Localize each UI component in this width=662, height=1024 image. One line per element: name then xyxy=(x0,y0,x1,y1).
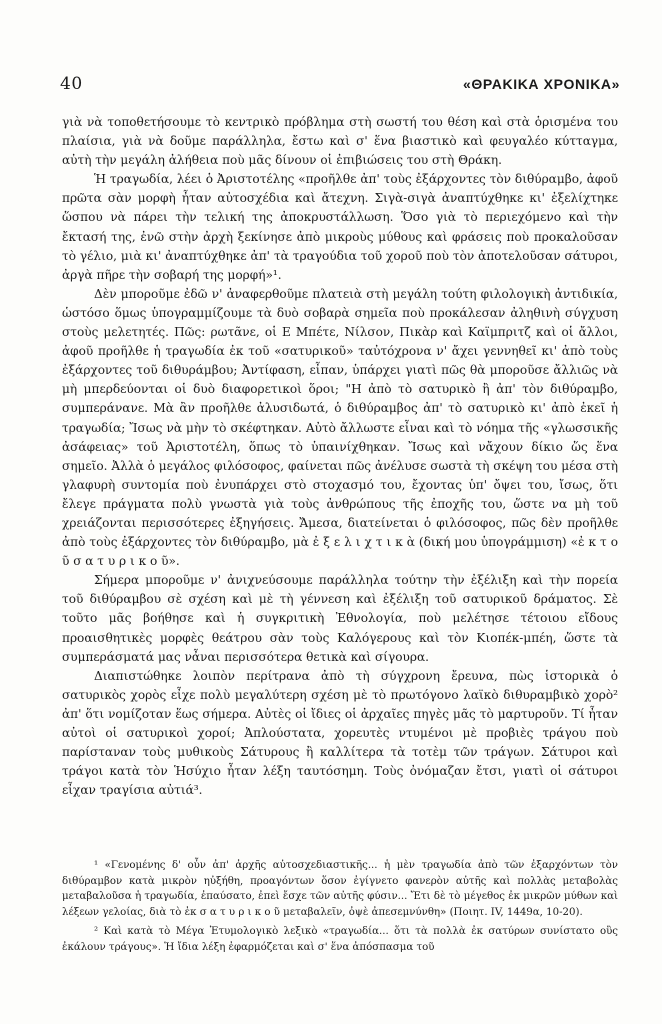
body-paragraph: Διαπιστώθηκε λοιπὸν περίτρανα ἀπὸ τὴ σύγχρονη ἔρευνα, πὼς ἱστορικὰ ὁ σατυρικὸς χορὸς εἶχε πολὺ μεγαλύτερη σχέση μὲ τὸ πρωτόγονο λαϊκὸ διθυραμβικὸ χορὸ² ἀπ' ὅτι νομίζοταν ἕως σήμερα. Αὐτὲς οἱ ἴδιες οἱ ἀρχαῖες πηγὲς μᾶς τὸ μαρτυροῦν. Τί ἦταν αὐτοὶ οἱ σατυρικοὶ χοροί; Ἀπλούστατα, χορευτὲς ντυμένοι μὲ προβιὲς τράγου ποὺ παρίσταναν τοὺς μυθικοὺς Σάτυρους ἢ καλλίτερα τὰ τοτὲμ τῶν τράγων. Σάτυροι καὶ τράγοι κατὰ τὸν Ἡσύχιο ἦταν λέξη ταυτόσημη. Τοὺς ὀνόμαζαν ἔτσι, γιατὶ οἱ σάτυροι εἶχαν τραγίσια αὐτιά³. xyxy=(62,668,618,798)
body-paragraph: Δὲν μποροῦμε ἐδῶ ν' ἀναφερθοῦμε πλατειὰ στὴ μεγάλη τούτη φιλολογικὴ ἀντιδικία, ὡστόσο ὅμως ὑπογραμμίζουμε τὰ δυὸ σοβαρὰ σημεῖα ποὺ προκάλεσαν ἀληθινὴ σύγχυση στοὺς μελετητές. Πῶς: ρωτᾶνε, οἱ Ε Μπέτε, Νίλσον, Πικὰρ καὶ Καϊμπριτζ καὶ οἱ ἄλλοι, ἀφοῦ προῆλθε ἡ τραγωδία ἐκ τοῦ «σατυρικοῦ» ταὐτόχρονα ν' ἄχει γεννηθεῖ κι' ἀπὸ τοὺς ἐξάρχοντες τοῦ διθυράμβου; Ἀντίφαση, εἶπαν, ὑπάρχει γιατὶ πῶς θὰ μποροῦσε ἄλλιῶς νὰ μὴ μπερδεύονται οἱ δυὸ διαφορετικοὶ ὅροι; "Η ἀπὸ τὸ σατυρικὸ ἢ ἀπ' τὸν διθύραμβο, συμπεράνανε. Μὰ ἂν προῆλθε ἀλυσιδωτά, ὁ διθύραμβος ἀπ' τὸ σατυρικὸ κι' ἀπὸ ἐκεῖ ἡ τραγωδία; Ἴσως νὰ μὴν τὸ σκέφτηκαν. Αὐτὸ ἄλλωστε εἶναι καὶ τὸ νόημα τῆς «γλωσσικῆς ἀσάφειας» τοῦ Ἀριστοτέλη, ὅπως τὸ ὑπαινίχθηκαν. Ἴσως καὶ νἄχουν δίκιο ὥς ἕνα σημεῖο. Ἀλλὰ ὁ μεγάλος φιλόσοφος, φαίνεται πῶς ἀνέλυσε σωστὰ τὴ σκέψη του μέσα στὴ γλαφυρὴ συντομία ποὺ ἐνυπάρχει στὸ στοχασμό του, ἔχοντας ὑπ' ὄψει του, ἴσως, ὅτι ἔλεγε πράγματα πολὺ γνωστὰ γιὰ τοὺς ἀνθρώπους τῆς ἐποχῆς του, ὥστε να μὴ τοῦ χρειάζονται περισσότερες ἐξηγήσεις. Ἄμεσα, διατείνεται ὁ φιλόσοφος, πῶς δὲν προῆλθε ἀπὸ τοὺς ἐξάρχοντες τὸν διθύραμβο, μὰ ἐ ξ ε λ ι χ τ ι κ ὰ (δική μου ὑπογράμμιση) «ἐ κ τ ο ῦ σ α τ υ ρ ι κ ο ῦ». xyxy=(62,286,618,569)
body-paragraph: Σήμερα μποροῦμε ν' ἀνιχνεύσουμε παράλληλα τούτην τὴν ἐξέλιξη καὶ τὴν πορεία τοῦ διθύραμβου σὲ σχέση καὶ μὲ τὴ γέννεση καὶ ἐξέλιξη τοῦ σατυρικοῦ δράματος. Σὲ τοῦτο μᾶς βοήθησε καὶ ἡ συγκριτικὴ Ἐθνολογία, ποὺ μελέτησε τέτοιου εἴδους προαισθητικὲς μορφὲς θεάτρου σὰν τοὺς Καλόγερους καὶ τὸν Κιοπέκ-μπέη, ὥστε τὰ συμπεράσματά μας νἆναι περισσότερα θετικὰ καὶ σίγουρα. xyxy=(62,573,618,664)
body-paragraph: γιὰ νὰ τοποθετήσουμε τὸ κεντρικὸ πρόβλημα στὴ σωστή του θέση καὶ στὰ ὁρισμένα του πλαίσια, γιὰ νὰ δοῦμε παράλληλα, ἔστω καὶ σ' ἕνα βιαστικὸ καὶ φευγαλέο κύτταγμα, αὐτὴ τὴν μεγάλη ἀλήθεια ποὺ μᾶς δίνουν οἱ ἐπιβιώσεις του στὴ Θράκη. xyxy=(62,115,618,168)
footnote: ¹ «Γενομένης δ' οὖν ἀπ' ἀρχῆς αὐτοσχεδιαστικῆς... ἡ μὲν τραγωδία ἀπὸ τῶν ἐξαρχόντων τὸν διθύραμβον κατὰ μικρὸν ηὐξήθη, προαγόντων ὅσον ἐγίγνετο φανερὸν αὐτῆς καὶ πολλὰς μεταβολὰς μεταβαλοῦσα ἡ τραγωδία, ἐπαύσατο, ἐπεὶ ἔσχε τῶν αὐτῆς φύσιν... Ἔτι δὲ τὸ μέγεθος ἐκ μικρῶν μύθων καὶ λέξεων γελοίας, διὰ τὸ ἐκ σ α τ υ ρ ι κ ο ῦ μεταβαλεῖν, ὀψὲ ἀπεσεμνύνθη» (Ποιητ. IV, 1449α, 10-20). xyxy=(62,860,618,918)
body-paragraph: Ἡ τραγωδία, λέει ὁ Ἀριστοτέλης «προῆλθε ἀπ' τοὺς ἐξάρχοντες τὸν διθύραμβο, ἀφοῦ πρῶτα σὰν μορφὴ ἦταν αὐτοσχέδια καὶ ἄτεχνη. Σιγὰ-σιγὰ ἀναπτύχθηκε κι' ἐξελίχτηκε ὥσπου νὰ πάρει τὴν τελική της ἀποκρυστάλλωση. Ὅσο γιὰ τὸ περιεχόμενο καὶ τὴν ἔκτασή της, ἐνῶ στὴν ἀρχὴ ξεκίνησε ἀπὸ μικροὺς μύθους καὶ φράσεις ποὺ προκαλοῦσαν τὸ γέλιο, μιὰ κι' ἀναπτύχθηκε ἀπ' τὰ τραγούδια τοῦ χοροῦ ποὺ τὸν ἀποτελοῦσαν σάτυροι, ἀργὰ πῆρε τὴν σοβαρή της μορφή»¹. xyxy=(62,172,618,282)
page-header xyxy=(60,74,620,96)
article-body xyxy=(62,113,618,800)
running-title: «ΘΡΑΚΙΚΑ ΧΡΟΝΙΚΑ» xyxy=(463,76,620,92)
footnotes xyxy=(62,858,618,960)
page-number: 40 xyxy=(60,74,83,94)
footnote: ² Καὶ κατὰ τὸ Μέγα Ἐτυμολογικὸ λεξικὸ «τραγωδία... ὅτι τὰ πολλὰ ἐκ σατύρων συνίστατο οὓς ἐκάλουν τράγους». Ἡ ἴδια λέξη ἐφαρμόζεται καὶ σ' ἕνα ἀπόσπασμα τοῦ xyxy=(62,926,618,953)
